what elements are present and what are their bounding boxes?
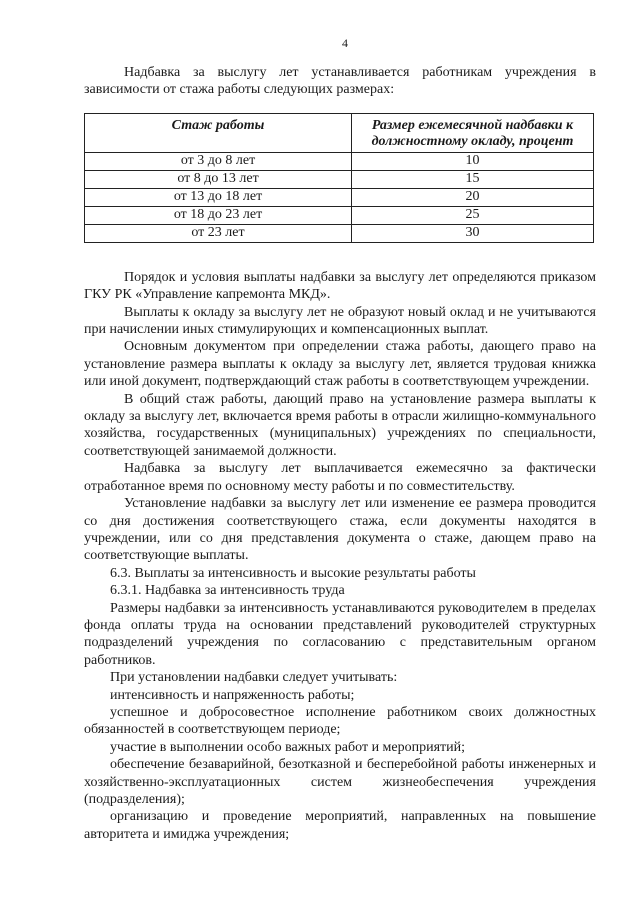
percent-cell: 10 xyxy=(352,152,594,170)
list-item: интенсивность и напряженность работы; xyxy=(110,687,355,703)
paragraph: Надбавка за выслугу лет выплачивается ежемесячно за фактически отработанное время по основному месту работы и по совместительству. xyxy=(84,461,596,494)
paragraph: В общий стаж работы, дающий право на установление размера выплаты к окладу за выслугу лет, включается время работы в отрасли жилищно-коммунального хозяйства, государственных (муниципальных) учреждениях по специальности, соответствующей занимаемой должности. xyxy=(84,391,596,459)
list-item: участие в выполнении особо важных работ и мероприятий; xyxy=(110,739,466,755)
list-item: организацию и проведение мероприятий, направленных на повышение авторитета и имиджа учреждения; xyxy=(84,809,596,842)
table-row xyxy=(85,224,594,242)
intro-paragraph: Надбавка за выслугу лет устанавливается работникам учреждения в зависимости от стажа работы следующих размерах: xyxy=(84,65,596,98)
percent-cell: 20 xyxy=(352,188,594,206)
paragraph: Выплаты к окладу за выслугу лет не образуют новый оклад и не учитываются при начислении иных стимулирующих и компенсационных выплат. xyxy=(84,304,596,338)
seniority-cell: от 13 до 18 лет xyxy=(85,188,352,206)
paragraph: Порядок и условия выплаты надбавки за выслугу лет определяются приказом ГКУ РК «Управление капремонта МКД». xyxy=(84,269,596,303)
header-allowance: Размер ежемесячной надбавки к должностному окладу, процент xyxy=(352,113,594,152)
percent-cell: 25 xyxy=(352,206,594,224)
seniority-cell: от 3 до 8 лет xyxy=(85,152,352,170)
page-number: 4 xyxy=(342,36,348,50)
seniority-cell: от 8 до 13 лет xyxy=(85,170,352,188)
list-item: обеспечение безаварийной, безотказной и бесперебойной работы инженерных и хозяйственно-эксплуатационных систем жизнеобеспечения учреждения (подразделения); xyxy=(84,757,596,807)
list-item: успешное и добросовестное исполнение работником своих должностных обязанностей в соответствующем периоде; xyxy=(84,704,596,738)
seniority-table xyxy=(84,113,594,243)
table-row xyxy=(85,152,594,170)
table-row xyxy=(85,188,594,206)
paragraph: При установлении надбавки следует учитывать: xyxy=(110,670,398,686)
percent-cell: 15 xyxy=(352,170,594,188)
document-body xyxy=(84,64,596,843)
paragraph: Основным документом при определении стажа работы, дающего право на установление размера выплаты к окладу за выслугу лет, является трудовая книжка или иной документ, подтверждающий стаж работы в соответствующем учреждении. xyxy=(84,339,596,390)
seniority-cell: от 23 лет xyxy=(85,224,352,242)
table-row xyxy=(85,170,594,188)
table-row xyxy=(85,206,594,224)
seniority-cell: от 18 до 23 лет xyxy=(85,206,352,224)
section-heading: 6.3. Выплаты за интенсивность и высокие результаты работы xyxy=(110,565,476,581)
percent-cell: 30 xyxy=(352,224,594,242)
subsection-heading: 6.3.1. Надбавка за интенсивность труда xyxy=(110,583,345,599)
header-seniority: Стаж работы xyxy=(85,113,352,152)
table-header-row xyxy=(85,113,594,152)
paragraph: Размеры надбавки за интенсивность устанавливаются руководителем в пределах фонда оплаты труда на основании представлений руководителей структурных подразделений учреждения по согласованию с представительным органом работников. xyxy=(84,600,596,668)
paragraph: Установление надбавки за выслугу лет или изменение ее размера проводится со дня достижения соответствующего стажа, если документы находятся в учреждении, или со дня представления документа о стаже, дающем право на соответствующие выплаты. xyxy=(84,496,596,564)
